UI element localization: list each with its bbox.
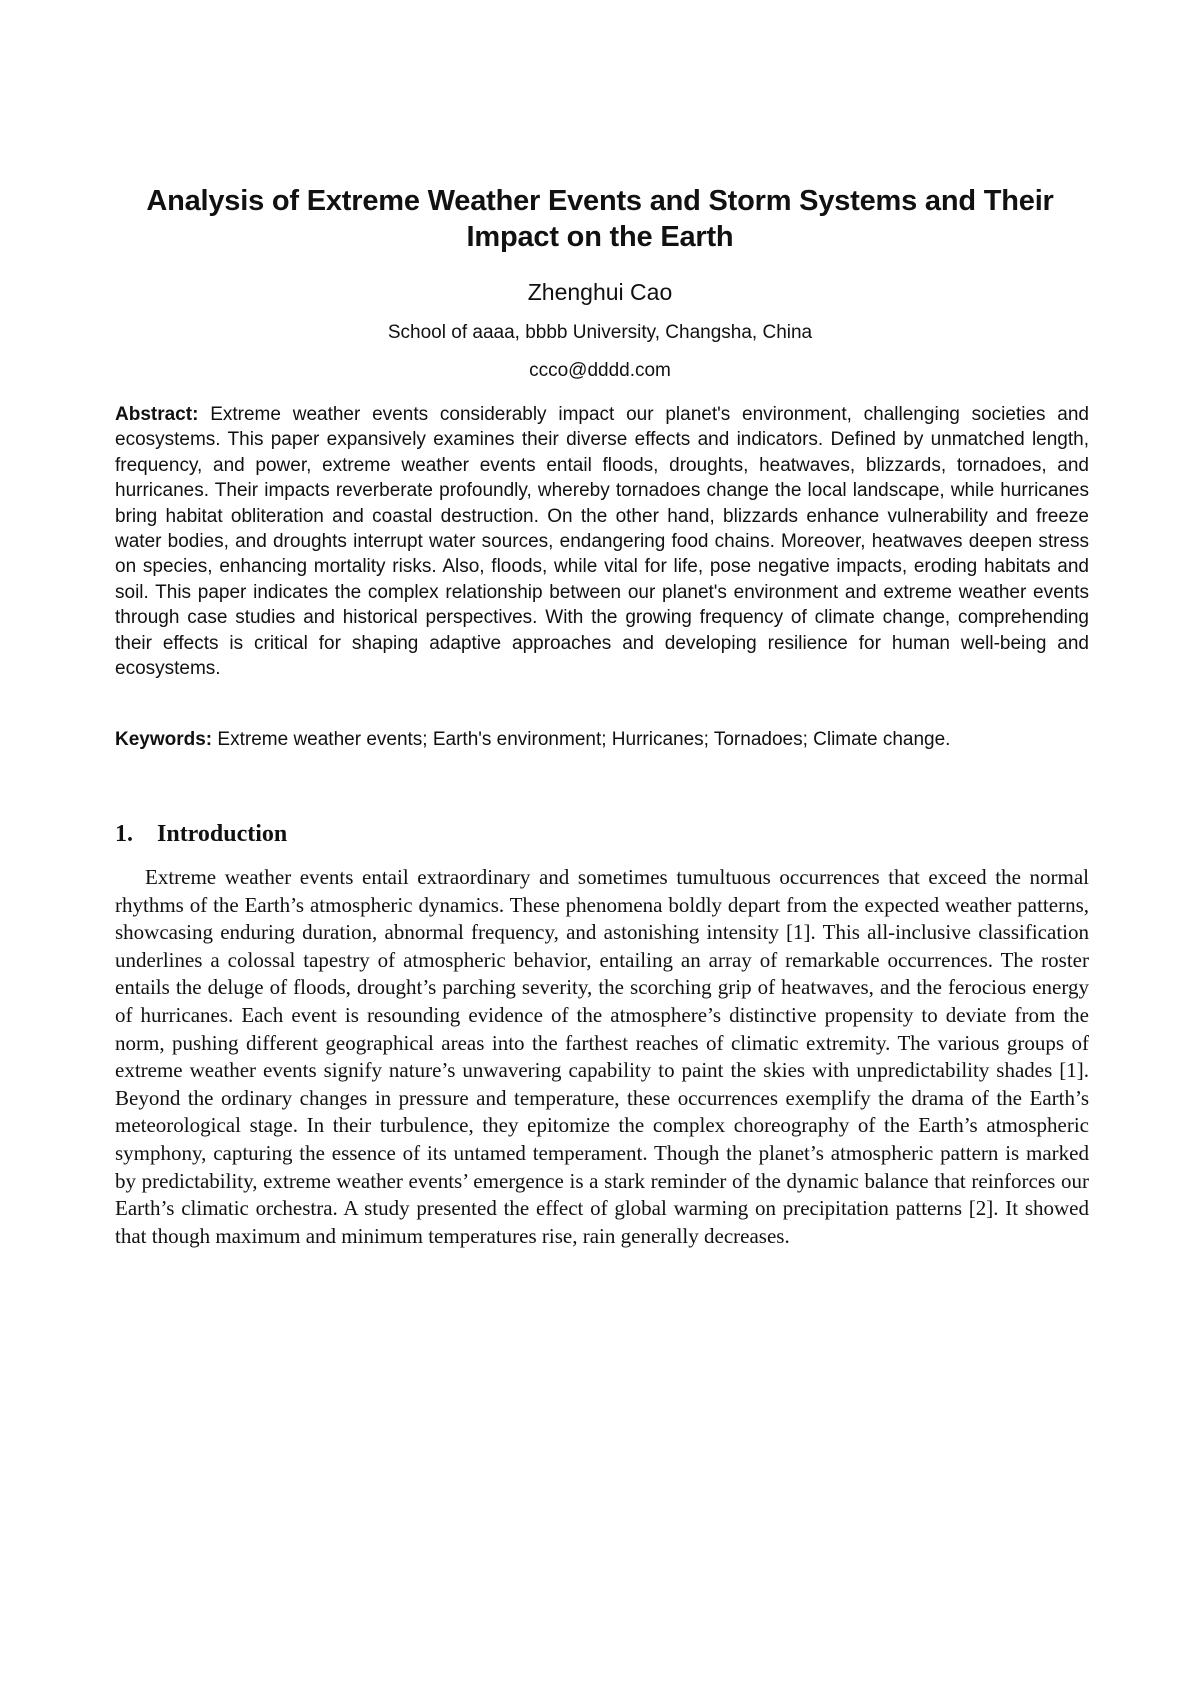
abstract-text: Extreme weather events considerably impact our planet's environment, challenging societies and ecosystems. This paper expansively examines their diverse effects and indicators. Defined by unmatched length, frequency, and power, extreme weather events entail floods, droughts, heatwaves, blizzards, tornadoes, and hurricanes. Their impacts reverberate profoundly, whereby tornadoes change the local landscape, while hurricanes bring habitat obliteration and coastal destruction. On the other hand, blizzards enhance vulnerability and freeze water bodies, and droughts interrupt water sources, endangering food chains. Moreover, heatwaves deepen stress on species, enhancing mortality risks. Also, floods, while vital for life, pose negative impacts, eroding habitats and soil. This paper indicates the complex relationship between our planet's environment and extreme weather events through case studies and historical perspectives. With the growing frequency of climate change, comprehending their effects is critical for shaping adaptive approaches and developing resilience for human well-being and ecosystems.	[115, 404, 1089, 680]
introduction-body: Extreme weather events entail extraordinary and sometimes tumultuous occurrences that exceed the normal rhythms of the Earth’s atmospheric dynamics. These phenomena boldly depart from the expected weather patterns, showcasing enduring duration, abnormal frequency, and astonishing intensity [1]. This all-inclusive classification underlines a colossal tapestry of atmospheric behavior, entailing an array of remarkable occurrences. The roster entails the deluge of floods, drought’s parching severity, the scorching grip of heatwaves, and the ferocious energy of hurricanes. Each event is resounding evidence of the atmosphere’s distinctive propensity to deviate from the norm, pushing different geographical areas into the farthest reaches of climatic extremity. The various groups of extreme weather events signify nature’s unwavering capability to paint the skies with unpredictability shades [1]. Beyond the ordinary changes in pressure and temperature, these occurrences exemplify the drama of the Earth’s meteorological stage. In their turbulence, they epitomize the complex choreography of the Earth’s atmospheric symphony, capturing the essence of its untamed temperament. Though the planet’s atmospheric pattern is marked by predictability, extreme weather events’ emergence is a stark reminder of the dynamic balance that reinforces our Earth’s climatic orchestra. A study presented the effect of global warming on precipitation patterns [2]. It showed that though maximum and minimum temperatures rise, rain generally decreases.	[115, 865, 1089, 1248]
abstract-label: Abstract:	[115, 404, 199, 425]
author-name: Zhenghui Cao	[527, 279, 673, 305]
author-email: ccco@dddd.com	[529, 360, 671, 381]
keywords-label: Keywords:	[115, 729, 213, 750]
section-title: Introduction	[157, 821, 288, 847]
abstract-paragraph	[115, 402, 1089, 681]
keywords-paragraph	[115, 727, 1089, 753]
section-number: 1.	[115, 821, 133, 847]
paper-title: Analysis of Extreme Weather Events and Storm Systems and Their Impact on the Earth	[146, 185, 1054, 253]
section-heading-introduction	[115, 818, 287, 850]
author-affiliation: School of aaaa, bbbb University, Changsha, China	[387, 322, 813, 343]
keywords-text: Extreme weather events; Earth's environment; Hurricanes; Tornadoes; Climate change.	[217, 729, 951, 750]
